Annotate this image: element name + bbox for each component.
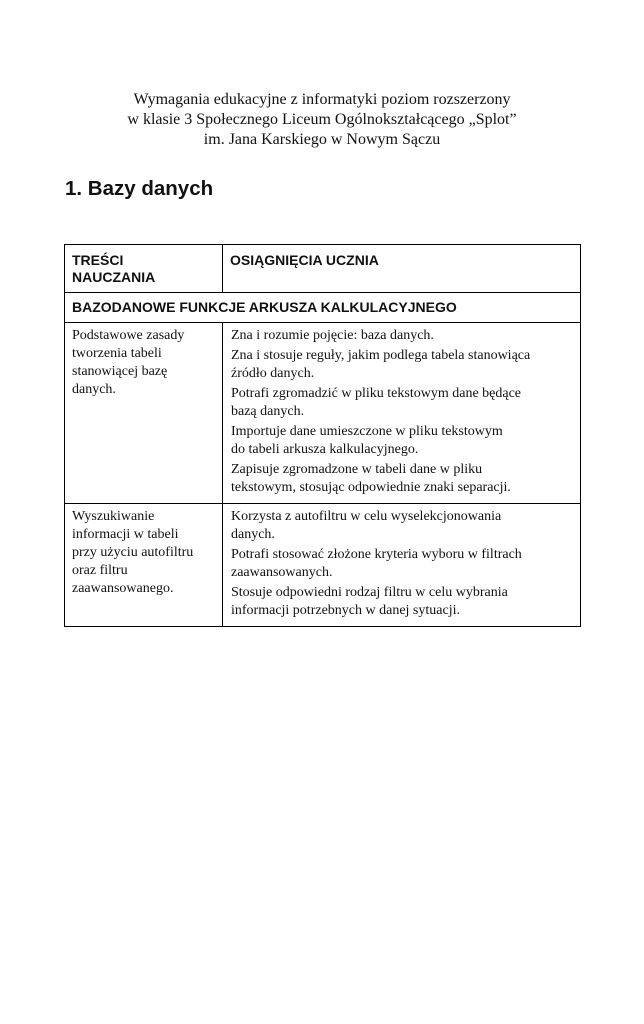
achievement-line: Stosuje odpowiedni rodzaj filtru w celu wybrania bbox=[231, 585, 508, 600]
achievement-line: Importuje dane umieszczone w pliku tekstowym bbox=[231, 424, 503, 439]
achievement-line: Potrafi zgromadzić w pliku tekstowym dane będące bbox=[231, 386, 522, 401]
achievement-line: Korzysta z autofiltru w celu wyselekcjonowania bbox=[231, 509, 502, 524]
topic-line: tworzenia tabeli bbox=[72, 346, 162, 361]
column-header-content bbox=[65, 245, 223, 293]
achievement-item bbox=[231, 347, 574, 383]
document-header bbox=[0, 90, 644, 150]
achievement-line: danych. bbox=[231, 527, 275, 542]
achievement-line: Zna i stosuje reguły, jakim podlega tabela stanowiąca bbox=[231, 348, 531, 363]
column-header-line: TREŚCI bbox=[72, 252, 124, 268]
topic-line: informacji w tabeli bbox=[72, 527, 179, 542]
requirements-table bbox=[64, 244, 581, 627]
table-row bbox=[65, 323, 581, 504]
table-header-row bbox=[65, 245, 581, 293]
achievement-line: źródło danych. bbox=[231, 366, 315, 381]
header-line: Wymagania edukacyjne z informatyki poziom rozszerzony bbox=[133, 91, 511, 108]
header-line: w klasie 3 Społecznego Liceum Ogólnokształcącego „Splot” bbox=[127, 111, 517, 128]
achievement-item bbox=[231, 584, 574, 620]
achievement-line: Zna i rozumie pojęcie: baza danych. bbox=[231, 328, 434, 343]
topic-line: Podstawowe zasady bbox=[72, 328, 185, 343]
column-header-line: NAUCZANIA bbox=[72, 269, 156, 285]
achievement-line: Zapisuje zgromadzone w tabeli dane w pliku bbox=[231, 462, 483, 477]
group-title: BAZODANOWE FUNKCJE ARKUSZA KALKULACYJNEGO bbox=[65, 293, 581, 323]
achievement-item bbox=[231, 546, 574, 582]
achievement-line: zaawansowanych. bbox=[231, 565, 333, 580]
column-header-achievements bbox=[223, 245, 581, 293]
topic-line: danych. bbox=[72, 382, 116, 397]
group-row bbox=[65, 293, 581, 323]
topic-line: zaawansowanego. bbox=[72, 581, 174, 596]
achievement-item bbox=[231, 461, 574, 497]
achievement-item bbox=[231, 508, 574, 544]
achievements-cell bbox=[223, 323, 581, 504]
column-header-line: OSIĄGNIĘCIA UCZNIA bbox=[230, 252, 379, 268]
table-row bbox=[65, 504, 581, 627]
topic-cell bbox=[65, 504, 223, 627]
section-title: 1. Bazy danych bbox=[65, 177, 214, 200]
topic-line: oraz filtru bbox=[72, 563, 128, 578]
achievements-cell bbox=[223, 504, 581, 627]
achievement-line: do tabeli arkusza kalkulacyjnego. bbox=[231, 442, 419, 457]
achievement-item bbox=[231, 423, 574, 459]
achievement-item bbox=[231, 385, 574, 421]
topic-line: przy użyciu autofiltru bbox=[72, 545, 194, 560]
achievement-line: tekstowym, stosując odpowiednie znaki separacji. bbox=[231, 480, 511, 495]
header-line: im. Jana Karskiego w Nowym Sączu bbox=[203, 131, 441, 148]
achievement-line: Potrafi stosować złożone kryteria wyboru w filtrach bbox=[231, 547, 522, 562]
achievement-item bbox=[231, 327, 574, 345]
topic-line: stanowiącej bazę bbox=[72, 364, 168, 379]
achievement-line: informacji potrzebnych w danej sytuacji. bbox=[231, 603, 460, 618]
topic-line: Wyszukiwanie bbox=[72, 509, 155, 524]
achievement-line: bazą danych. bbox=[231, 404, 305, 419]
topic-cell bbox=[65, 323, 223, 504]
